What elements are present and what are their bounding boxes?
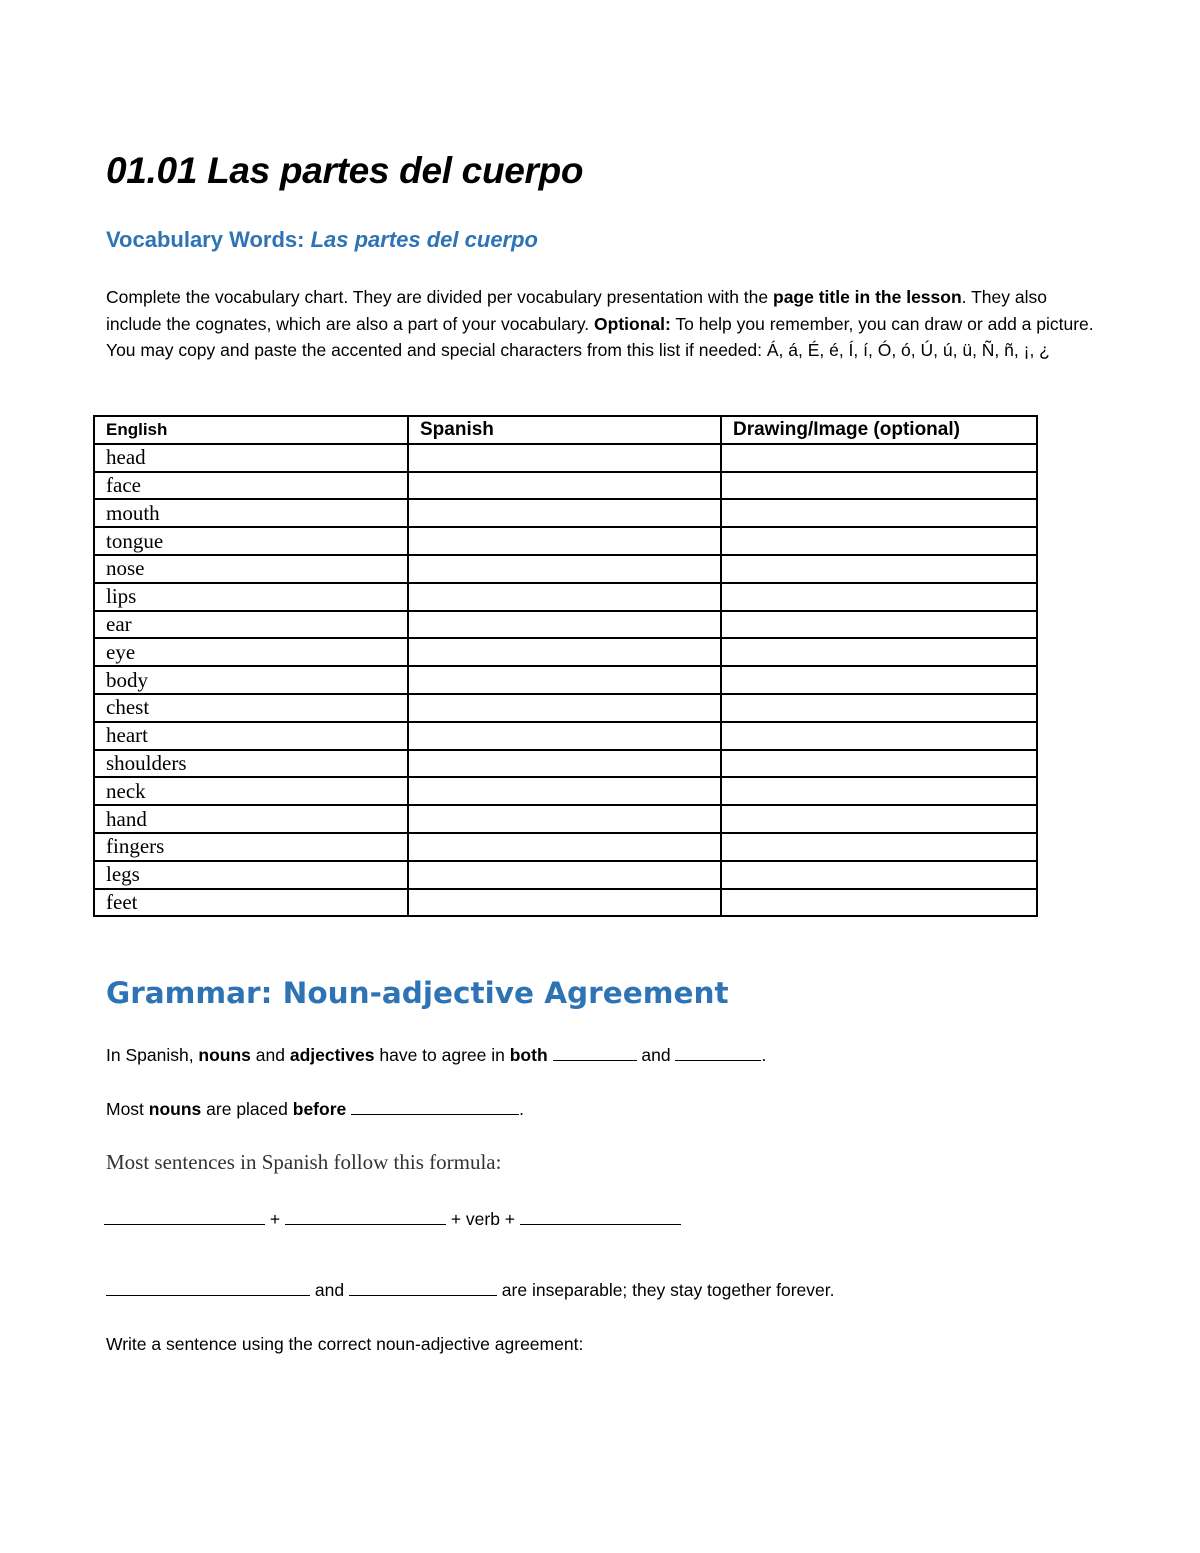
- table-row: [94, 694, 1037, 722]
- spanish-answer-cell[interactable]: [408, 777, 721, 805]
- drawing-cell[interactable]: [721, 805, 1037, 833]
- fill-in-blank[interactable]: [104, 1206, 265, 1225]
- spanish-answer-cell[interactable]: [408, 472, 721, 500]
- table-row: [94, 861, 1037, 889]
- fill-in-blank[interactable]: [285, 1206, 446, 1225]
- fill-in-blank[interactable]: [351, 1096, 519, 1115]
- drawing-cell[interactable]: [721, 861, 1037, 889]
- english-word-cell: tongue: [94, 527, 408, 555]
- column-header-drawing: Drawing/Image (optional): [721, 416, 1037, 444]
- bold-segment: nouns: [148, 1099, 202, 1119]
- english-word-cell: lips: [94, 583, 408, 611]
- subtitle-italic: Las partes del cuerpo: [310, 227, 538, 252]
- intro-bold-2: Optional:: [594, 313, 671, 334]
- spanish-answer-cell[interactable]: [408, 666, 721, 694]
- intro-text-1: Complete the vocabulary chart. They are divided per vocabulary presentation with the: [106, 287, 773, 307]
- grammar-sentence-placement: [106, 1096, 524, 1122]
- vocabulary-subtitle: [106, 225, 538, 255]
- intro-bold-1: page title in the lesson: [773, 287, 962, 307]
- text-segment: and: [636, 1045, 676, 1065]
- subtitle-prefix: Vocabulary Words:: [106, 227, 305, 252]
- english-word-cell: eye: [94, 638, 408, 666]
- vocabulary-table: [93, 415, 1038, 917]
- english-word-cell: face: [94, 472, 408, 500]
- table-row: [94, 527, 1037, 555]
- english-word-cell: heart: [94, 722, 408, 750]
- drawing-cell[interactable]: [721, 889, 1037, 917]
- grammar-heading: Grammar: Noun-adjective Agreement: [106, 976, 729, 1010]
- grammar-sentence-agreement: [106, 1042, 766, 1068]
- english-word-cell: chest: [94, 694, 408, 722]
- english-word-cell: head: [94, 444, 408, 472]
- intro-text-2: . They also include the cognates, which are also a part of your vocabulary.: [106, 287, 1047, 334]
- text-segment: + verb +: [445, 1209, 520, 1229]
- english-word-cell: feet: [94, 889, 408, 917]
- english-word-cell: body: [94, 666, 408, 694]
- text-segment: and: [250, 1045, 290, 1065]
- drawing-cell[interactable]: [721, 472, 1037, 500]
- english-word-cell: nose: [94, 555, 408, 583]
- text-segment: have to agree in: [374, 1045, 510, 1065]
- spanish-answer-cell[interactable]: [408, 889, 721, 917]
- column-header-english: English: [94, 416, 408, 444]
- drawing-cell[interactable]: [721, 527, 1037, 555]
- drawing-cell[interactable]: [721, 750, 1037, 778]
- bold-segment: nouns: [198, 1045, 251, 1065]
- drawing-cell[interactable]: [721, 555, 1037, 583]
- grammar-writing-prompt: Write a sentence using the correct noun-adjective agreement:: [106, 1334, 584, 1354]
- table-row: [94, 750, 1037, 778]
- spanish-answer-cell[interactable]: [408, 805, 721, 833]
- page-title: 01.01 Las partes del cuerpo: [106, 150, 584, 191]
- table-body: [94, 444, 1037, 917]
- spanish-answer-cell[interactable]: [408, 694, 721, 722]
- english-word-cell: fingers: [94, 833, 408, 861]
- english-word-cell: hand: [94, 805, 408, 833]
- fill-in-blank[interactable]: [675, 1042, 761, 1061]
- table-row: [94, 638, 1037, 666]
- english-word-cell: ear: [94, 611, 408, 639]
- column-header-spanish: Spanish: [408, 416, 721, 444]
- table-row: [94, 805, 1037, 833]
- drawing-cell[interactable]: [721, 638, 1037, 666]
- table-row: [94, 444, 1037, 472]
- table-row: [94, 666, 1037, 694]
- drawing-cell[interactable]: [721, 499, 1037, 527]
- text-segment: are inseparable; they stay together forever.: [496, 1280, 835, 1300]
- english-word-cell: mouth: [94, 499, 408, 527]
- bold-segment: before: [292, 1099, 347, 1119]
- english-word-cell: shoulders: [94, 750, 408, 778]
- text-segment: In Spanish,: [106, 1045, 199, 1065]
- spanish-answer-cell[interactable]: [408, 638, 721, 666]
- bold-segment: adjectives: [289, 1045, 375, 1065]
- spanish-answer-cell[interactable]: [408, 499, 721, 527]
- spanish-answer-cell[interactable]: [408, 444, 721, 472]
- text-segment: Most: [106, 1099, 149, 1119]
- drawing-cell[interactable]: [721, 583, 1037, 611]
- spanish-answer-cell[interactable]: [408, 555, 721, 583]
- drawing-cell[interactable]: [721, 611, 1037, 639]
- text-segment: +: [265, 1209, 285, 1229]
- instructions-paragraph: [106, 284, 1096, 364]
- table-row: [94, 833, 1037, 861]
- drawing-cell[interactable]: [721, 777, 1037, 805]
- text-segment: and: [310, 1280, 349, 1300]
- drawing-cell[interactable]: [721, 833, 1037, 861]
- table-row: [94, 499, 1037, 527]
- grammar-formula: [104, 1206, 681, 1232]
- drawing-cell[interactable]: [721, 444, 1037, 472]
- table-header-row: [94, 416, 1037, 444]
- spanish-answer-cell[interactable]: [408, 527, 721, 555]
- table-row: [94, 889, 1037, 917]
- spanish-answer-cell[interactable]: [408, 611, 721, 639]
- text-segment: .: [761, 1045, 767, 1065]
- fill-in-blank[interactable]: [520, 1206, 681, 1225]
- fill-in-blank[interactable]: [349, 1277, 497, 1296]
- english-word-cell: legs: [94, 861, 408, 889]
- table-row: [94, 472, 1037, 500]
- text-segment: are placed: [201, 1099, 293, 1119]
- table-row: [94, 583, 1037, 611]
- grammar-formula-intro: Most sentences in Spanish follow this formula:: [106, 1150, 502, 1174]
- english-word-cell: neck: [94, 777, 408, 805]
- drawing-cell[interactable]: [721, 666, 1037, 694]
- spanish-answer-cell[interactable]: [408, 583, 721, 611]
- intro-text-3: To help you remember, you can draw or add a picture. You may copy and paste the accented and special characters from this list if needed: Á, á, É, é, Í, í, Ó, ó, Ú, ú, ü, Ñ, ñ, ¡, ¿: [106, 313, 1094, 360]
- bold-segment: both: [509, 1045, 548, 1065]
- fill-in-blank[interactable]: [106, 1277, 310, 1296]
- grammar-sentence-inseparable: [106, 1277, 835, 1303]
- table-row: [94, 777, 1037, 805]
- fill-in-blank[interactable]: [553, 1042, 637, 1061]
- spanish-answer-cell[interactable]: [408, 722, 721, 750]
- table-row: [94, 555, 1037, 583]
- spanish-answer-cell[interactable]: [408, 833, 721, 861]
- text-segment: .: [519, 1099, 524, 1119]
- table-row: [94, 722, 1037, 750]
- spanish-answer-cell[interactable]: [408, 861, 721, 889]
- spanish-answer-cell[interactable]: [408, 750, 721, 778]
- table-row: [94, 611, 1037, 639]
- drawing-cell[interactable]: [721, 722, 1037, 750]
- drawing-cell[interactable]: [721, 694, 1037, 722]
